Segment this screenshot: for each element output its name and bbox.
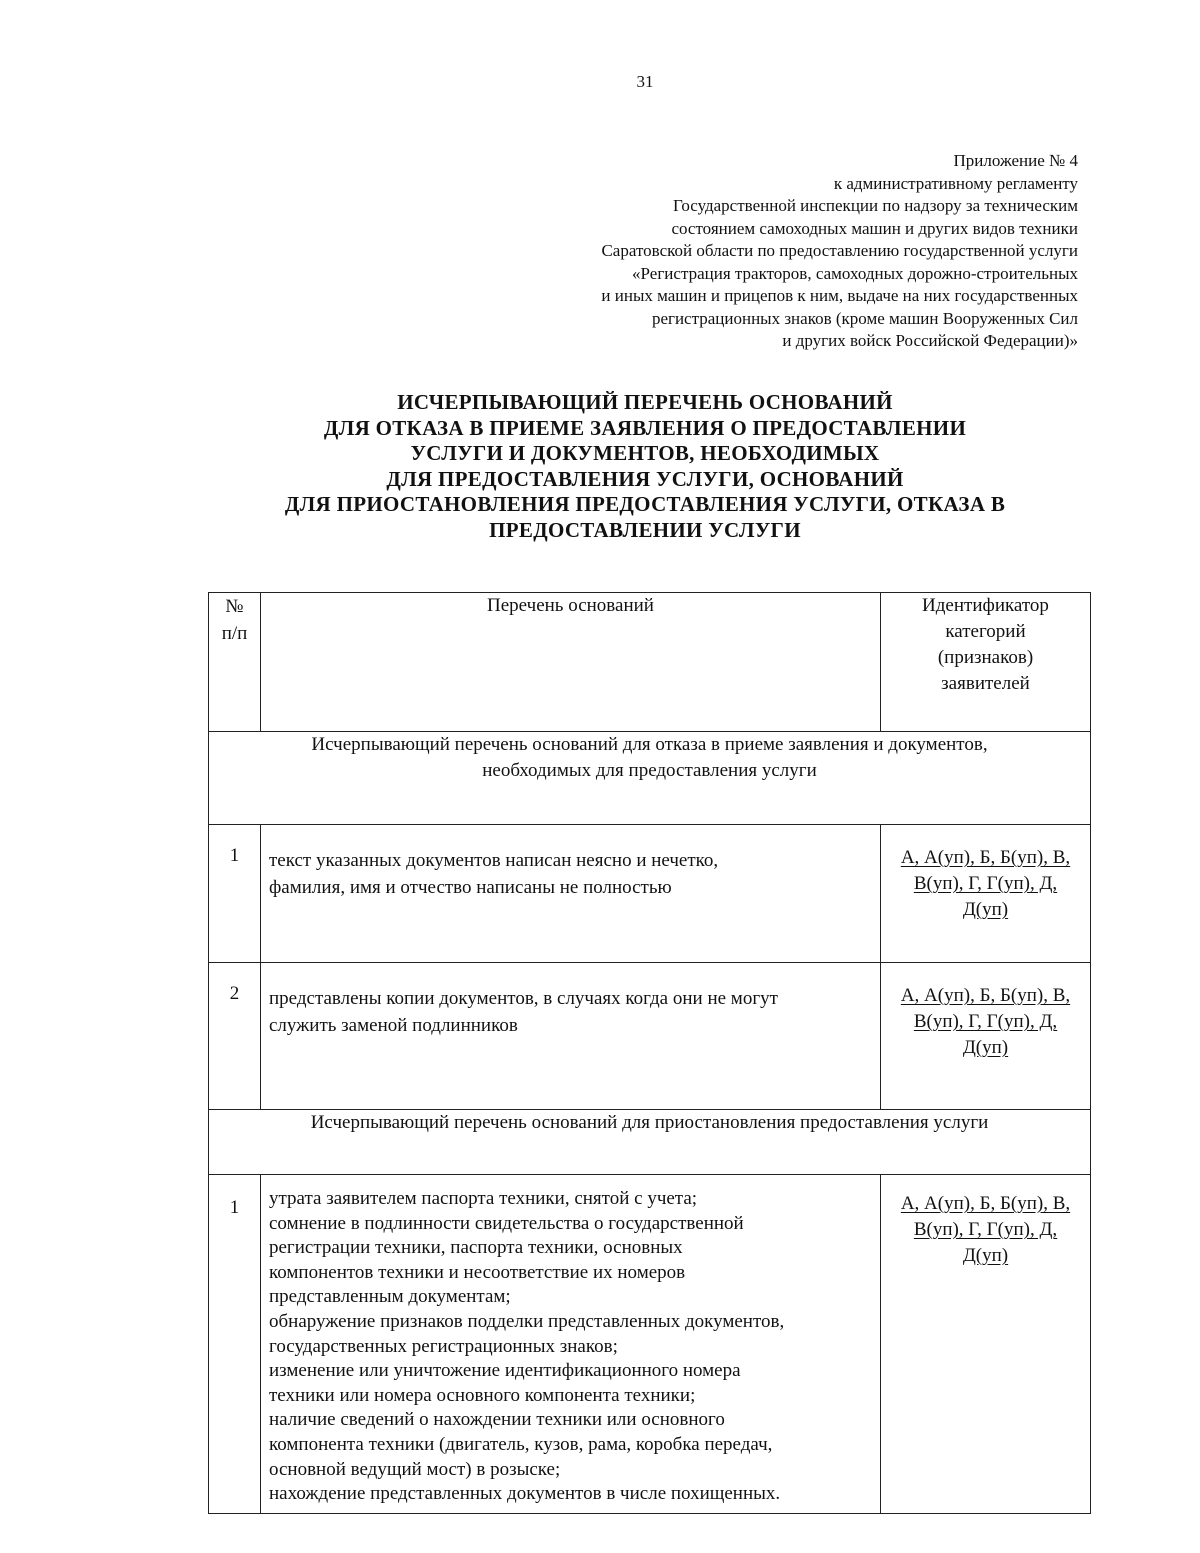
reason-line: представлены копии документов, в случаях когда они не могут <box>269 988 778 1009</box>
reason-line: техники или номера основного компонента техники; <box>269 1384 696 1406</box>
table-row <box>209 1175 1091 1514</box>
reason-line: утрата заявителем паспорта техники, снятой с учета; <box>269 1188 698 1209</box>
table-row <box>209 963 1091 1110</box>
reason-line: обнаружение признаков подделки представленных документов, <box>269 1310 785 1332</box>
appendix-line: состоянием самоходных машин и других видов техники <box>671 218 1078 238</box>
header-identifier-line: Идентификатор <box>922 595 1049 616</box>
section-row-suspension <box>209 1110 1091 1175</box>
reason-line: компонентов техники и несоответствие их номеров <box>269 1261 686 1283</box>
row-identifiers <box>881 825 1091 963</box>
title-line: ИСЧЕРПЫВАЮЩИЙ ПЕРЕЧЕНЬ ОСНОВАНИЙ <box>397 390 893 414</box>
table-header-row <box>209 593 1091 732</box>
reason-line: сомнение в подлинности свидетельства о государственной <box>269 1212 744 1234</box>
reason-line: регистрации техники, паспорта техники, основных <box>269 1237 683 1259</box>
row-identifiers <box>881 963 1091 1110</box>
reason-line: нахождение представленных документов в числе похищенных. <box>269 1483 781 1505</box>
identifier-line: А, А(уп), Б, Б(уп), В, <box>900 847 1071 868</box>
table-row <box>209 825 1091 963</box>
section-heading-line: Исчерпывающий перечень оснований для отказа в приеме заявления и документов, <box>311 734 988 755</box>
header-number-cell <box>209 593 261 732</box>
header-number-line: № <box>225 596 244 617</box>
reason-line: текст указанных документов написан неясно и нечетко, <box>269 850 719 871</box>
row-reason-text <box>261 825 881 963</box>
appendix-line: и иных машин и прицепов к ним, выдаче на них государственных <box>601 286 1078 305</box>
reasons-table <box>208 592 1091 1514</box>
row-number: 1 <box>209 825 261 963</box>
identifier-line: В(уп), Г, Г(уп), Д, <box>913 1011 1058 1032</box>
title-line: ДЛЯ ПРИОСТАНОВЛЕНИЯ ПРЕДОСТАВЛЕНИЯ УСЛУГИ, ОТКАЗА В <box>284 492 1006 516</box>
reason-line: государственных регистрационных знаков; <box>269 1335 618 1357</box>
appendix-line: и других войск Российской Федерации)» <box>782 331 1078 350</box>
section-heading: Исчерпывающий перечень оснований для приостановления предоставления услуги <box>209 1110 1091 1175</box>
appendix-note <box>518 150 1078 353</box>
reason-line: изменение или уничтожение идентификационного номера <box>269 1360 741 1382</box>
title-line: ДЛЯ ОТКАЗА В ПРИЕМЕ ЗАЯВЛЕНИЯ О ПРЕДОСТАВЛЕНИИ <box>323 415 967 440</box>
header-identifier-cell <box>881 593 1091 732</box>
identifier-line: В(уп), Г, Г(уп), Д, <box>913 873 1058 894</box>
identifier-line: А, А(уп), Б, Б(уп), В, <box>900 985 1071 1006</box>
page-number: 31 <box>636 72 654 91</box>
header-number-line: п/п <box>221 623 248 644</box>
title-line: УСЛУГИ И ДОКУМЕНТОВ, НЕОБХОДИМЫХ <box>410 441 880 465</box>
reason-line: фамилия, имя и отчество написаны не полностью <box>269 877 672 898</box>
identifier-line: Д(уп) <box>962 899 1009 920</box>
appendix-line: к административному регламенту <box>833 173 1078 193</box>
reason-line: наличие сведений о нахождении техники или основного <box>269 1409 725 1431</box>
appendix-line: «Регистрация тракторов, самоходных дорожно-строительных <box>632 263 1078 283</box>
row-number: 1 <box>209 1175 261 1514</box>
identifier-line: А, А(уп), Б, Б(уп), В, <box>900 1193 1071 1214</box>
reason-line: основной ведущий мост) в розыске; <box>269 1458 561 1480</box>
appendix-line: регистрационных знаков (кроме машин Вооруженных Сил <box>651 308 1078 328</box>
row-number: 2 <box>209 963 261 1110</box>
identifier-line: Д(уп) <box>962 1037 1009 1058</box>
header-identifier-line: категорий <box>945 621 1026 642</box>
header-identifier-line: заявителей <box>941 673 1030 694</box>
appendix-line: Государственной инспекции по надзору за техническим <box>672 196 1078 215</box>
reason-line: компонента техники (двигатель, кузов, рама, коробка передач, <box>269 1433 773 1455</box>
document-title <box>150 390 1140 543</box>
reason-line: представленным документам; <box>269 1286 511 1308</box>
reason-line: служить заменой подлинников <box>269 1015 518 1036</box>
appendix-line: Саратовской области по предоставлению государственной услуги <box>601 241 1078 260</box>
section-row-refusal <box>209 732 1091 825</box>
title-line: ПРЕДОСТАВЛЕНИИ УСЛУГИ <box>489 517 801 542</box>
row-identifiers <box>881 1175 1091 1514</box>
header-reasons-cell: Перечень оснований <box>261 593 881 732</box>
section-heading-line: необходимых для предоставления услуги <box>482 760 817 781</box>
header-identifier-line: (признаков) <box>937 647 1034 668</box>
row-reason-text <box>261 963 881 1110</box>
row-reason-text <box>261 1175 881 1514</box>
identifier-line: В(уп), Г, Г(уп), Д, <box>913 1219 1058 1240</box>
title-line: ДЛЯ ПРЕДОСТАВЛЕНИЯ УСЛУГИ, ОСНОВАНИЙ <box>386 466 904 491</box>
identifier-line: Д(уп) <box>962 1245 1009 1266</box>
section-heading <box>209 732 1091 825</box>
appendix-line: Приложение № 4 <box>953 151 1078 170</box>
